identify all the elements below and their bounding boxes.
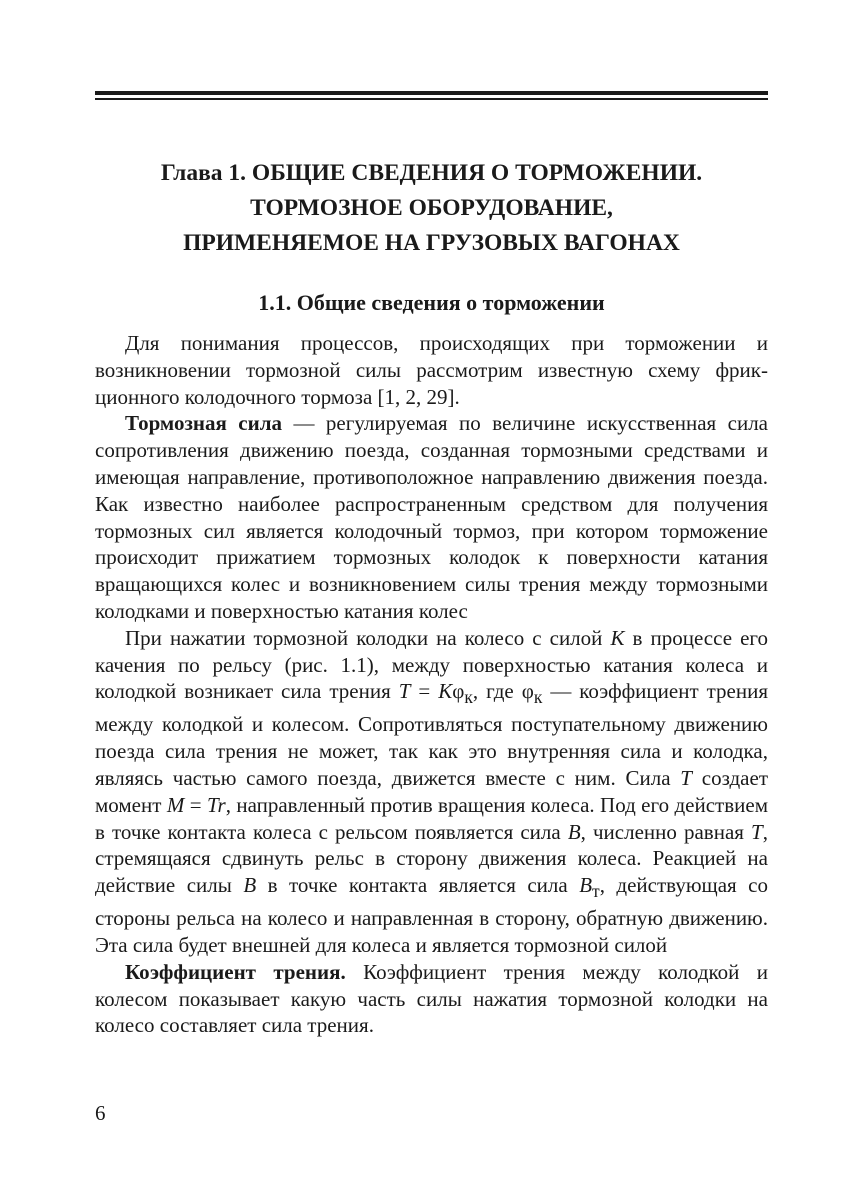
text-run: , где (472, 679, 522, 704)
math-operator: = (410, 679, 439, 704)
math-symbol: T (398, 679, 411, 704)
paragraph-friction-mechanics (95, 625, 768, 959)
math-symbol: B (579, 873, 593, 898)
text-run: , направленный против вращения колеса. Под его действием в точке контакта колеса с рельсом появляется сила (95, 792, 769, 844)
math-symbol: T (680, 765, 692, 790)
math-symbol: B (567, 819, 581, 844)
text-run: — коэффициент трения между колодкой и колесом. Сопротивляться поступательному движению поезда сила трения не может, так как это внутренняя сила и колодка, являясь частью самого поезда, движется вместе с ним. Сила (95, 679, 768, 790)
math-operator: = (184, 792, 207, 817)
body-text (95, 330, 768, 1039)
math-subscript: к (464, 687, 473, 708)
page-number: 6 (95, 1101, 106, 1125)
math-symbol: K (610, 625, 625, 650)
math-subscript: т (592, 881, 600, 902)
header-rule-thick (95, 91, 768, 95)
text-run: создает момент (95, 765, 768, 817)
text-run: в точке контакта является сила (256, 873, 580, 898)
paragraph-text: Коэффициент трения между колодкой и колесом показывает какую часть силы нажатия тормозной колодки на колесо составляет сила трения. (95, 959, 768, 1038)
math-symbol: φ (521, 679, 534, 704)
text-run: , действующая со стороны рельса на колесо и направленная в сторону, обратную движению. Эта сила будет внешней для колеса и является тормозной силой (95, 873, 768, 957)
paragraph-braking-force (95, 410, 768, 624)
chapter-title-line: ТОРМОЗНОЕ ОБОРУДОВАНИЕ, (250, 195, 613, 221)
chapter-title (80, 156, 783, 261)
math-symbol: K (438, 679, 453, 704)
term-braking-force: Тормозная сила (125, 411, 283, 436)
math-symbol: M (166, 792, 185, 817)
friction-formula (399, 679, 453, 703)
paragraph-friction-coefficient (95, 959, 768, 1039)
text-run: При нажатии тормозной колодки на колесо с силой (125, 625, 611, 650)
paragraph-text: — регулируемая по величине искусственная сила сопротивления движению поезда, созданная тормозными средствами и имеющая направление, противоположное направлению движения поезда. Как известно наиболее распространенным средством для получения тормозных сил является колодочный тормоз, при котором торможение происходит прижатием тормозных колодок к поверхности катания вращающихся колес и возникновением силы трения между тормозными колодками и поверхностью катания колес (95, 411, 768, 623)
math-symbol: φ (452, 679, 465, 704)
paragraph-intro: Для понимания процессов, происходящих при торможении и возникновении тормозной силы рассмотрим известную схему фрикционного колодочного тормоза [1, 2, 29]. (95, 331, 768, 409)
text-run: в процессе его качения по рельсу (рис. 1.1), между поверхностью катания колеса и колодкой возникает сила трения (95, 625, 768, 704)
term-friction-coefficient: Коэффициент трения. (125, 959, 346, 984)
text-run: , численно равная (580, 819, 752, 844)
section-title: 1.1. Общие сведения о торможении (258, 290, 605, 315)
chapter-title-line: Глава 1. ОБЩИЕ СВЕДЕНИЯ О ТОРМОЖЕНИИ. (160, 160, 703, 186)
header-rule-thin (95, 98, 768, 100)
text-run: , стремящаяся сдвинуть рельс в сторону движения колеса. Реакцией на действие силы (95, 819, 768, 898)
math-symbol: T (751, 819, 763, 844)
chapter-title-line: ПРИМЕНЯЕМОЕ НА ГРУЗОВЫХ ВАГОНАХ (183, 230, 680, 256)
math-symbol: Tr (206, 792, 226, 817)
math-subscript: к (533, 687, 543, 708)
math-symbol: B (243, 873, 257, 898)
